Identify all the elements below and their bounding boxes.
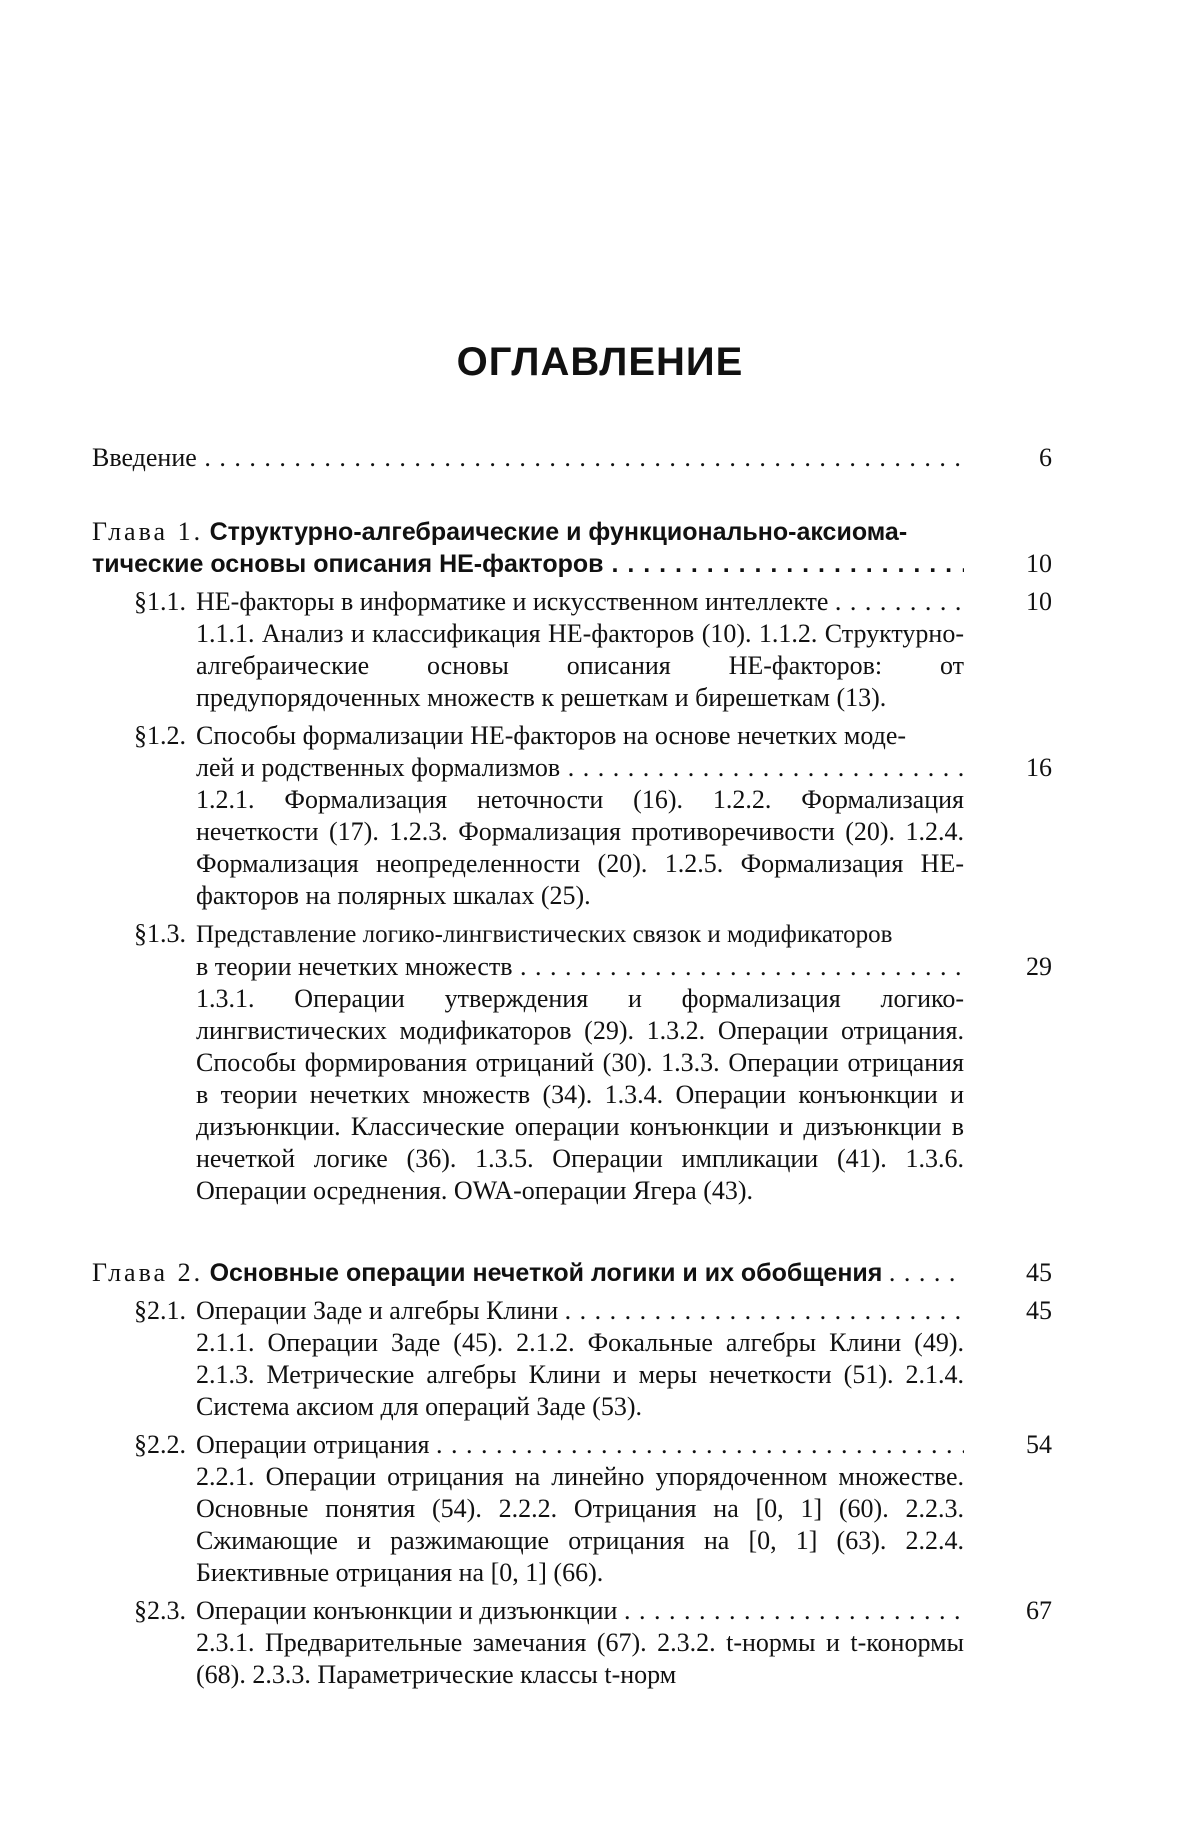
section-1-2-heading[interactable] — [92, 720, 1052, 784]
chapter-1 — [92, 516, 1052, 1207]
section-1-3-page: 29 — [1026, 952, 1052, 981]
section-1-2-page: 16 — [1026, 753, 1052, 782]
section-2-2-page: 54 — [1026, 1430, 1052, 1459]
page-title: ОГЛАВЛЕНИЕ — [456, 340, 744, 384]
section-1-2-title-line2: лей и родственных формализмов . . . — [134, 752, 964, 784]
section-1-2 — [92, 720, 1052, 784]
section-2-3-number: §2.3. — [134, 1596, 186, 1625]
section-2-1-page: 45 — [1026, 1296, 1052, 1325]
section-1-3-title-line1: Представление логико-лингвистических связок и модификаторов — [196, 921, 893, 948]
section-1-3-number: §1.3. — [134, 919, 186, 948]
section-1-2-title-line1: Способы формализации НЕ-факторов на основе нечетких моде- — [196, 721, 907, 750]
chapter-2-heading[interactable] — [92, 1257, 1052, 1289]
section-1-2-subsections: 1.2.1. Формализация неточности (16). 1.2.2. Формализация нечеткости (17). 1.2.3. Формализация противоречивости (20). 1.2.4. Формализация неопределенности (20). 1.2.5. Формализация НЕ-факторов на полярных шкалах (25). — [196, 785, 964, 910]
section-1-1-page: 10 — [1026, 587, 1052, 616]
chapter-1-page: 10 — [1026, 549, 1052, 578]
section-2-3-title: Операции конъюнкции и дизъюнкции — [196, 1596, 618, 1625]
section-2-2-title: Операции отрицания — [196, 1430, 430, 1459]
section-1-3-title-line2: в теории нечетких множеств . . . — [134, 951, 964, 983]
section-2-1 — [92, 1295, 1052, 1327]
chapter-1-heading[interactable] — [92, 516, 1052, 580]
chapter-2 — [92, 1257, 1052, 1691]
section-2-1-subsections: 2.1.1. Операции Заде (45). 2.1.2. Фокальные алгебры Клини (49). 2.1.3. Метрические алгебры Клини и меры нечеткости (51). 2.1.4. Система аксиом для операций Заде (53). — [196, 1328, 964, 1421]
section-2-1-title: Операции Заде и алгебры Клини — [196, 1296, 559, 1325]
chapter-1-title-line1: Структурно-алгебраические и функционально-аксиома- — [209, 518, 908, 546]
section-1-1-heading[interactable] — [92, 586, 1052, 618]
section-2-2-heading[interactable] — [92, 1429, 1052, 1461]
section-2-3-subsections: 2.3.1. Предварительные замечания (67). 2.3.2. t-нормы и t-конормы (68). 2.3.3. Параметрические классы t-норм — [196, 1628, 964, 1689]
intro-page: 6 — [1039, 443, 1052, 472]
chapter-1-label: Глава 1. — [92, 517, 204, 546]
table-of-contents — [92, 442, 1052, 1691]
section-2-2 — [92, 1429, 1052, 1461]
section-2-1-number: §2.1. — [134, 1296, 186, 1325]
section-2-3 — [92, 1595, 1052, 1627]
chapter-1-title-line2: тические основы описания НЕ-факторов . . . — [92, 548, 964, 580]
section-1-3-subsections: 1.3.1. Операции утверждения и формализация логико-лингвистических модификаторов (29). 1.3.2. Операции отрицания. Способы формирования отрицаний (30). 1.3.3. Операции отрицания в теории нечетких множеств (34). 1.3.4. Операции конъюнкции и дизъюнкции. Классические операции конъюнкции и дизъюнкции в нечеткой логике (36). 1.3.5. Операции импликации (41). 1.3.6. Операции осреднения. OWA-операции Ягера (43). — [196, 984, 964, 1205]
section-1-1-title: НЕ-факторы в информатике и искусственном интеллекте — [196, 587, 829, 616]
section-2-3-page: 67 — [1026, 1596, 1052, 1625]
section-1-3-heading[interactable] — [92, 918, 1052, 983]
section-2-1-heading[interactable] — [92, 1295, 1052, 1327]
section-2-3-heading[interactable] — [92, 1595, 1052, 1627]
section-1-2-number: §1.2. — [134, 721, 186, 750]
section-1-1-subsections: 1.1.1. Анализ и классификация НЕ-факторов (10). 1.1.2. Структурно-алгебраические основы описания НЕ-факторов: от предупорядоченных множеств к решеткам и бирешеткам (13). — [196, 619, 964, 712]
chapter-2-label: Глава 2. — [92, 1258, 204, 1287]
section-2-2-number: §2.2. — [134, 1430, 186, 1459]
intro-label: Введение . . . — [92, 442, 964, 474]
section-2-2-subsections: 2.2.1. Операции отрицания на линейно упорядоченном множестве. Основные понятия (54). 2.2.2. Отрицания на [0, 1] (60). 2.2.3. Сжимающие и разжимающие отрицания на [0, 1] (63). 2.2.4. Биективные отрицания на [0, 1] (66). — [196, 1462, 964, 1587]
toc-entry-intro[interactable] — [92, 442, 1052, 474]
section-1-1-number: §1.1. — [134, 587, 186, 616]
chapter-2-title: Основные операции нечеткой логики и их обобщения — [209, 1259, 883, 1287]
section-1-3 — [92, 918, 1052, 983]
section-1-1 — [92, 586, 1052, 618]
chapter-2-page: 45 — [1026, 1258, 1052, 1287]
